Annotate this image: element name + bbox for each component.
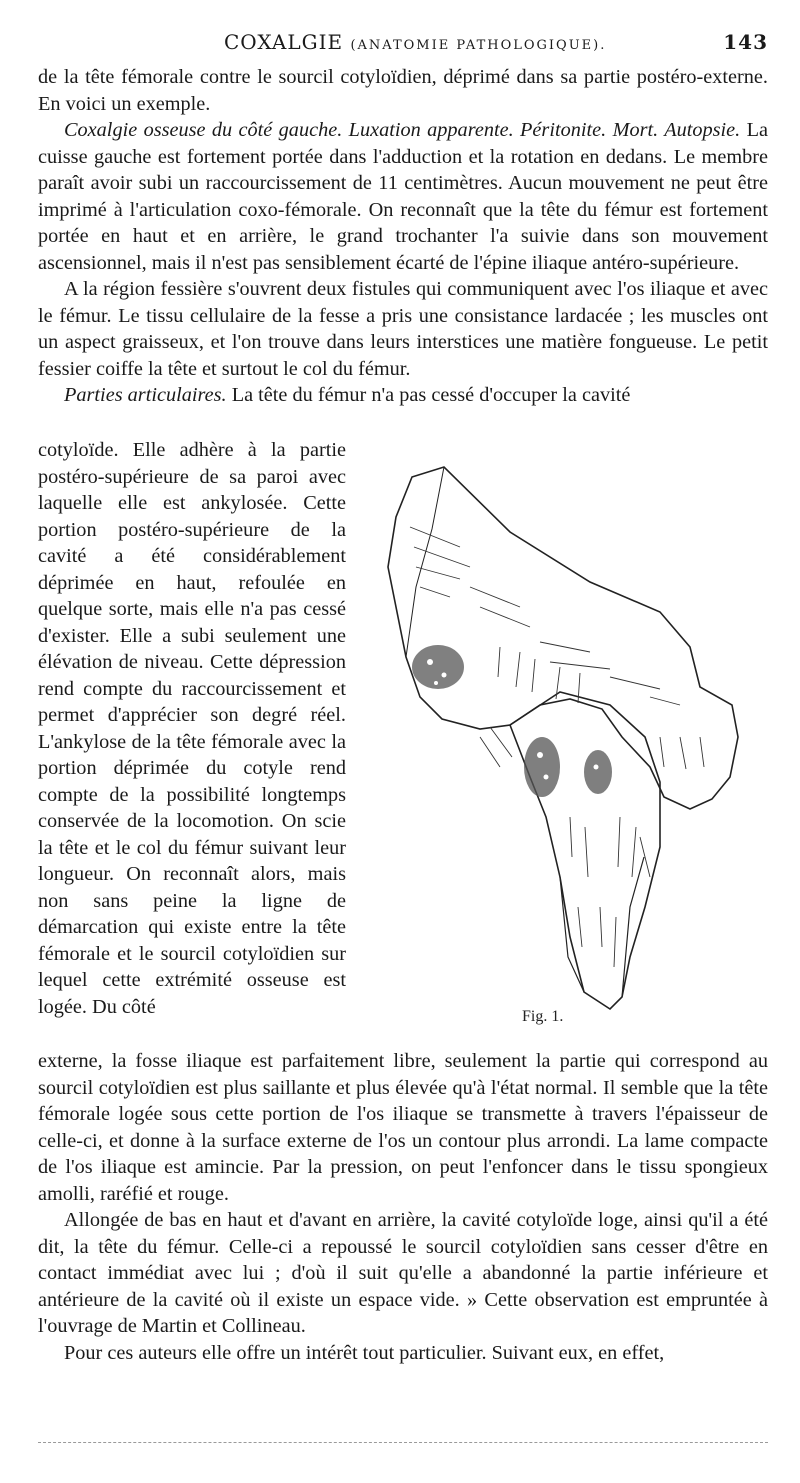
footer-rule: [38, 1442, 768, 1443]
observation-title: Coxalgie osseuse du côté gauche. Luxation apparente. Péritonite. Mort. Autopsie.: [64, 119, 741, 141]
paragraph-4-first: La tête du fémur n'a pas cessé d'occuper la cavité: [231, 384, 631, 406]
fungous-patch-head: [524, 737, 560, 797]
paragraph-3: A la région fessière s'ouvrent deux fistules qui communiquent avec l'os iliaque et avec le fémur. Le tissu cellulaire de la fesse a pris une consistance lardacée ; les muscles ont un aspect graisseux, et l'on trouve dans leurs interstices une matière fongueuse. Le petit fessier coiffe la tête et surtout le col du fémur.: [38, 278, 768, 380]
observation-text: La cuisse gauche est fortement portée dans l'adduction et la rotation en dedans. Le membre paraît avoir subi un raccourcissement de 11 centimètres. Aucun mouvement ne peut être imprimé à l'articulation coxo-fémorale. On reconnaît que la tête du fémur est fortement portée en haut et en arrière, le grand trochanter l'a suivie dans son mouvement ascensionnel, mais il n'est pas sensiblement écarté de l'épine iliaque antéro-supérieure.: [38, 119, 768, 274]
paragraph-4-column: cotyloïde. Elle adhère à la partie postéro-supérieure de sa paroi avec laquelle elle est ankylosée. Cette portion postéro-supérieure de la cavité a été considérablement déprimée en haut, refoulée en quelque sorte, mais elle n'a pas cessé d'exister. Elle a subi seulement une élévation de niveau. Cette dépression rend compte du raccourcissement et permet d'apprécier son degré réel. L'ankylose de la tête fémorale avec la portion déprimée du cotyle rend compte de la possibilité longtemps conservée de la locomotion. On scie la tête et le col du fémur suivant leur longueur. On reconnaît alors, mais non sans peine la ligne de démarcation qui existe entre la tête fémorale et le sourcil cotyloïdien sur lequel cette extrémité osseuse est logée. Du côté: [38, 439, 346, 1018]
running-header: [38, 30, 768, 58]
text-block-top: [38, 64, 768, 409]
femur-shaft: [560, 857, 644, 997]
title-main: COXALGIE: [224, 30, 344, 54]
paragraph-5: Allongée de bas en haut et d'avant en arrière, la cavité cotyloïde loge, ainsi qu'il a été dit, la tête du fémur. Celle-ci a repoussé le sourcil cotyloïdien sans cesser d'être en contact immédiat avec lui ; d'où il suit qu'elle a abandonné la partie inférieure et antérieure de la cavité où il existe un espace vide. » Cette observation est empruntée à l'ouvrage de Martin et Collineau.: [38, 1209, 768, 1337]
paragraph-1: de la tête fémorale contre le sourcil cotyloïdien, déprimé dans sa partie postéro-externe. En voici un exemple.: [38, 66, 768, 115]
book-page: [38, 0, 768, 1483]
fungous-patch-left: [412, 645, 464, 689]
figure-1: [360, 437, 768, 1037]
fungous-patch-right: [584, 750, 612, 794]
articular-parts-title: Parties articulaires.: [64, 384, 227, 406]
paragraph-4-rest: externe, la fosse iliaque est parfaitement libre, seulement la partie qui correspond au sourcil cotyloïdien est plus saillante et plus élevée qu'à l'état normal. Il semble que la tête fémorale logée sous cette portion de l'os iliaque se transmette à travers l'épaisseur de celle-ci, et donne à la surface externe de l'os un contour plus arrondi. La lame compacte de l'os iliaque est amincie. Par la pression, on peut l'enfoncer dans le tissu spongieux amolli, raréfié et rouge.: [38, 1050, 768, 1205]
figure-caption: Fig. 1.: [522, 1008, 564, 1025]
running-title: [224, 30, 606, 54]
text-block-bottom: [38, 1048, 768, 1366]
paragraph-6: Pour ces auteurs elle offre un intérêt tout particulier. Suivant eux, en effet,: [64, 1341, 665, 1364]
page-number: 143: [723, 30, 768, 54]
paragraph-2: [38, 117, 768, 276]
title-sub: (ANATOMIE PATHOLOGIQUE).: [350, 38, 607, 53]
iliac-bone-outline: [388, 467, 738, 809]
hip-joint-engraving: [360, 437, 768, 1037]
femur-outline: [510, 692, 660, 1009]
paragraph-4-lead: [38, 382, 768, 409]
